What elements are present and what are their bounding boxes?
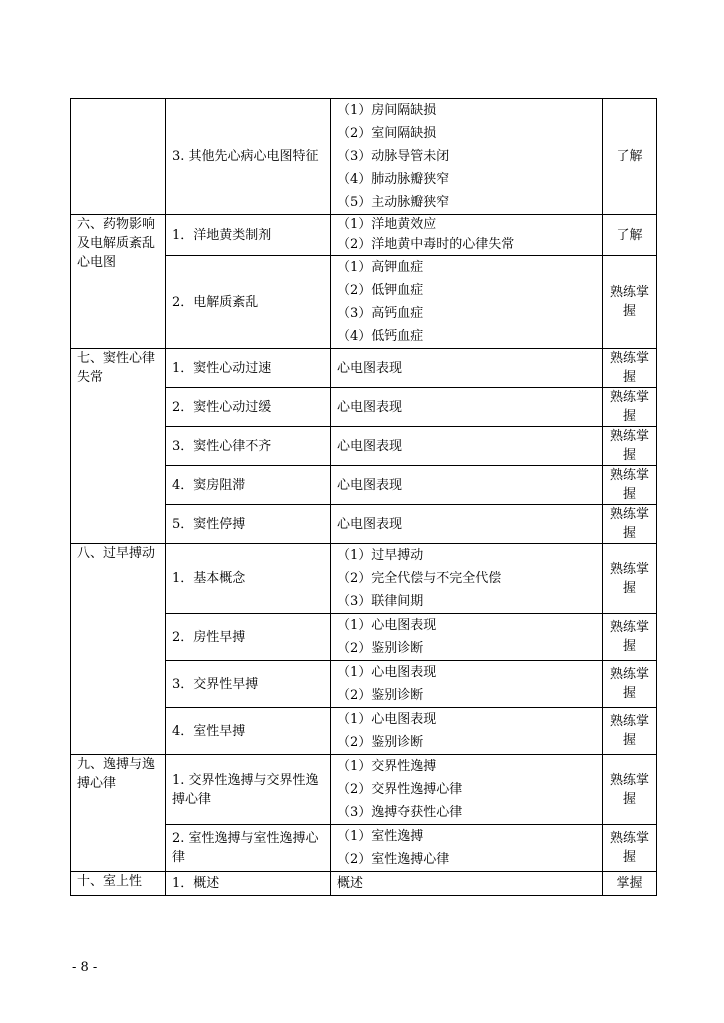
points-cell — [331, 661, 603, 708]
mastery-level-cell: 熟练掌握 — [603, 349, 657, 388]
point-item: 概述 — [337, 876, 364, 891]
points-cell — [331, 872, 603, 896]
mastery-level-cell: 熟练掌握 — [603, 661, 657, 708]
point-item: （2）洋地黄中毒时的心律失常 — [337, 237, 515, 252]
point-item: （1）房间隔缺损 — [337, 103, 437, 118]
table-row — [71, 872, 657, 896]
point-item: 心电图表现 — [337, 516, 403, 532]
unit-cell — [71, 99, 166, 215]
topic-cell: 5．窦性停搏 — [166, 505, 331, 544]
unit-cell: 十、室上性 — [71, 872, 166, 896]
point-item: （2）鉴别诊断 — [337, 641, 424, 656]
point-item: （2）鉴别诊断 — [337, 688, 424, 703]
topic-cell: 3．窦性心律不齐 — [166, 427, 331, 466]
syllabus-table-body — [71, 99, 657, 896]
point-item: （1）心电图表现 — [337, 618, 437, 633]
mastery-level-cell: 熟练掌握 — [603, 427, 657, 466]
syllabus-table — [70, 98, 657, 896]
point-item: （3）动脉导管未闭 — [337, 149, 450, 164]
point-item: （1）交界性逸搏 — [337, 759, 437, 774]
points-cell — [331, 614, 603, 661]
points-cell — [331, 466, 603, 505]
topic-cell: 3. 其他先心病心电图特征 — [166, 99, 331, 215]
points-cell — [331, 215, 603, 256]
point-item: 心电图表现 — [337, 438, 403, 454]
point-item: （2）室性逸搏心律 — [337, 852, 450, 867]
point-item: 心电图表现 — [337, 360, 403, 376]
topic-cell: 4．窦房阻滞 — [166, 466, 331, 505]
topic-cell: 2．电解质紊乱 — [166, 256, 331, 349]
point-item: （1）过早搏动 — [337, 548, 424, 563]
points-cell — [331, 99, 603, 215]
topic-cell: 1．窦性心动过速 — [166, 349, 331, 388]
table-row — [71, 544, 657, 614]
point-item: （1）室性逸搏 — [337, 829, 424, 844]
points-cell — [331, 349, 603, 388]
mastery-level-cell: 掌握 — [603, 872, 657, 896]
mastery-level-cell: 熟练掌握 — [603, 825, 657, 872]
topic-cell: 1．概述 — [166, 872, 331, 896]
topic-cell: 1．洋地黄类制剂 — [166, 215, 331, 256]
mastery-level-cell: 熟练掌握 — [603, 505, 657, 544]
table-row — [71, 755, 657, 825]
unit-cell: 八、过早搏动 — [71, 544, 166, 755]
point-item: （4）低钙血症 — [337, 329, 424, 344]
table-row — [71, 99, 657, 215]
point-item: （1）心电图表现 — [337, 665, 437, 680]
point-item: 心电图表现 — [337, 477, 403, 493]
topic-cell: 2．房性早搏 — [166, 614, 331, 661]
points-cell — [331, 427, 603, 466]
mastery-level-cell: 熟练掌握 — [603, 466, 657, 505]
point-item: （3）高钙血症 — [337, 306, 424, 321]
topic-cell: 2. 室性逸搏与室性逸搏心律 — [166, 825, 331, 872]
mastery-level-cell: 熟练掌握 — [603, 256, 657, 349]
table-row — [71, 215, 657, 256]
point-item: 心电图表现 — [337, 399, 403, 415]
points-cell — [331, 505, 603, 544]
points-cell — [331, 755, 603, 825]
page-number: - 8 - — [72, 960, 98, 975]
mastery-level-cell: 了解 — [603, 215, 657, 256]
table-row — [71, 349, 657, 388]
points-cell — [331, 825, 603, 872]
point-item: （2）交界性逸搏心律 — [337, 782, 463, 797]
unit-cell: 九、逸搏与逸搏心律 — [71, 755, 166, 872]
point-item: （2）低钾血症 — [337, 283, 424, 298]
mastery-level-cell: 熟练掌握 — [603, 614, 657, 661]
mastery-level-cell: 熟练掌握 — [603, 388, 657, 427]
unit-cell: 六、药物影响及电解质紊乱心电图 — [71, 215, 166, 349]
topic-cell: 1．基本概念 — [166, 544, 331, 614]
topic-cell: 1. 交界性逸搏与交界性逸搏心律 — [166, 755, 331, 825]
mastery-level-cell: 熟练掌握 — [603, 708, 657, 755]
points-cell — [331, 388, 603, 427]
topic-cell: 3．交界性早搏 — [166, 661, 331, 708]
point-item: （3）逸搏夺获性心律 — [337, 805, 463, 820]
mastery-level-cell: 熟练掌握 — [603, 544, 657, 614]
point-item: （1）洋地黄效应 — [337, 217, 437, 232]
point-item: （2）完全代偿与不完全代偿 — [337, 571, 502, 586]
point-item: （1）高钾血症 — [337, 260, 424, 275]
points-cell — [331, 708, 603, 755]
point-item: （3）联律间期 — [337, 594, 424, 609]
points-cell — [331, 256, 603, 349]
topic-cell: 4．室性早搏 — [166, 708, 331, 755]
unit-cell: 七、窦性心律失常 — [71, 349, 166, 544]
point-item: （1）心电图表现 — [337, 712, 437, 727]
point-item: （2）鉴别诊断 — [337, 735, 424, 750]
mastery-level-cell: 熟练掌握 — [603, 755, 657, 825]
point-item: （2）室间隔缺损 — [337, 126, 437, 141]
point-item: （4）肺动脉瓣狭窄 — [337, 172, 450, 187]
mastery-level-cell: 了解 — [603, 99, 657, 215]
point-item: （5）主动脉瓣狭窄 — [337, 195, 450, 210]
topic-cell: 2．窦性心动过缓 — [166, 388, 331, 427]
points-cell — [331, 544, 603, 614]
